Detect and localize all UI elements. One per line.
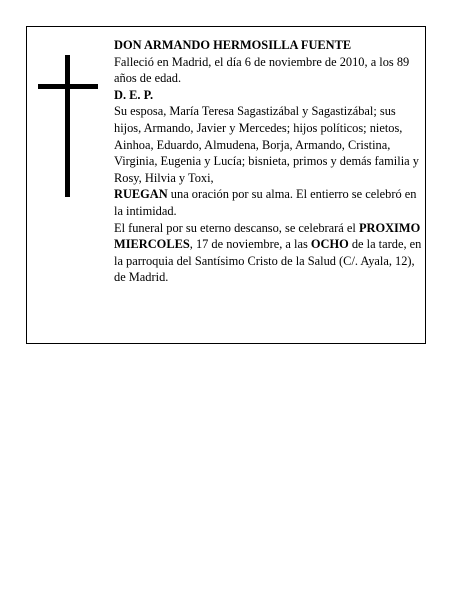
rest-in-peace: D. E. P. [114, 87, 154, 102]
obituary-notice [26, 26, 426, 344]
cross-icon [38, 55, 98, 197]
prayer-request-text: una oración por su alma. El entierro se celebró en la intimidad. [114, 187, 417, 218]
funeral-details [114, 220, 422, 286]
ruegan-label: RUEGAN [114, 187, 168, 202]
death-statement: Falleció en Madrid, el día 6 de noviembre de 2010, a los 89 años de edad. [114, 54, 410, 86]
cross-horizontal-bar [38, 84, 98, 89]
obituary-text [114, 37, 422, 286]
deceased-name: DON ARMANDO HERMOSILLA FUENTE [114, 38, 352, 52]
funeral-place: de la tarde, en la parroquia del Santísimo Cristo de la Salud (C/. Ayala, 12), de Madrid. [114, 237, 422, 285]
prayer-request [114, 186, 422, 219]
funeral-time: OCHO [310, 237, 349, 252]
funeral-date: , 17 de noviembre, a las [189, 237, 311, 252]
family-list: Su esposa, María Teresa Sagastizábal y Sagastizábal; sus hijos, Armando, Javier y Mercedes; hijos políticos; nietos, Ainhoa, Eduardo, Almudena, Borja, Armando, Cristina, Virginia, Eugenia y Lucía; bisnieta, primos y demás familia y Rosy, Hilvia y Toxi, [114, 104, 419, 185]
funeral-day: PROXIMO MIERCOLES [114, 220, 421, 252]
funeral-intro: El funeral por su eterno descanso, se celebrará el [114, 220, 359, 235]
cross-vertical-bar [65, 55, 70, 197]
